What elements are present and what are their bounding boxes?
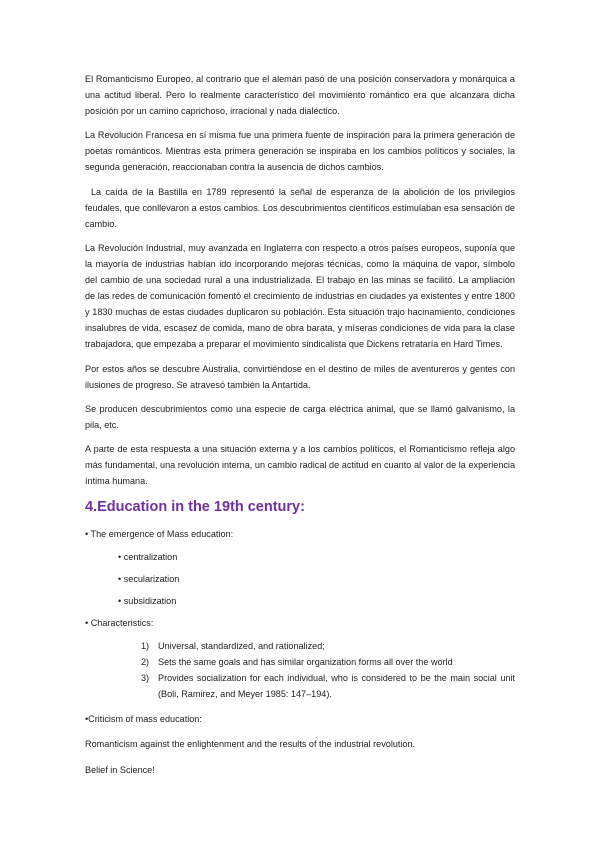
list-number: 2) <box>141 657 150 668</box>
section-heading: 4.Education in the 19th century: <box>85 499 305 516</box>
characteristics-list <box>85 638 515 702</box>
romanticism-line: Romanticism against the enlightenment and the results of the industrial revolution. <box>85 739 416 750</box>
characteristics-label: • Characteristics: <box>85 618 154 629</box>
paragraph-bastilla: La caída de la Bastilla en 1789 representó la señal de esperanza de la abolición de los privilegios feudales, que conllevaron a estos cambios. Los descubrimientos científicos estimulaban esa sensación de cambio. <box>85 186 515 229</box>
list-item: • centralization <box>118 552 178 563</box>
list-text: Sets the same goals and has similar organization forms all over the world <box>158 657 453 668</box>
paragraph-romanticismo: El Romanticismo Europeo, al contrario que el alemán pasó de una posición conservadora y monárquica a una actitud liberal. Pero lo realmente característico del movimiento romántico era que alcanzara dicha posición por un camino caprichoso, irracional y nada dialéctico. <box>85 74 515 117</box>
document-page <box>85 71 515 787</box>
paragraph-revolucion-francesa: La Revolución Francesa en sí misma fue una primera fuente de inspiración para la primera generación de poetas románticos. Mientras esta primera generación se inspiraba en los cambios políticos y sociales, la segunda generación, reaccionaban contra la ausencia de dichos cambios. <box>85 130 515 173</box>
list-item <box>141 638 515 654</box>
list-item <box>141 670 515 702</box>
paragraph-revolucion-industrial: La Revolución Industrial, muy avanzada en Inglaterra con respecto a otros países europeos, suponía que la mayoría de industrias habían ido incorporando mejoras técnicas, como la máquina de vapor, símbolo del cambio de una sociedad rural a una industrializada. El trabajo en las minas se facilitó. La ampliación de las redes de comunicación fomentó el crecimiento de industrias en ciudades ya existentes y entre 1800 y 1830 muchas de estas ciudades duplicaron su población. Esta situación trajo hacinamiento, condiciones insalubres de vida, escasez de comida, mano de obra barata, y míseras condiciones de vida para la clase trabajadora, que empezaba a preparar el movimiento sindicalista que Dickens retrataría en Hard Times. <box>85 242 515 350</box>
list-text: Provides socialization for each individual, who is considered to be the main social unit (Boli, Ramirez, and Meyer 1985: 147–194). <box>158 673 515 700</box>
list-item: • secularization <box>118 574 180 585</box>
list-text: Universal, standardized, and rationalized; <box>158 641 325 652</box>
list-item: • subsidization <box>118 596 177 607</box>
list-number: 3) <box>141 673 150 684</box>
paragraph-australia: Por estos años se descubre Australia, convirtiéndose en el destino de miles de aventureros y gentes con ilusiones de progreso. Se atravesó también la Antartida. <box>85 363 515 390</box>
paragraph-revolucion-interna: A parte de esta respuesta a una situación externa y a los cambios políticos, el Romanticismo refleja algo más fundamental, una revolución interna, un cambio radical de actitud en cuanto al valor de la experiencia íntima humana. <box>85 443 515 487</box>
criticism-label: •Criticism of mass education: <box>85 714 202 725</box>
paragraph-descubrimientos: Se producen descubrimientos como una especie de carga eléctrica animal, que se llamó galvanismo, la pila, etc. <box>85 403 515 430</box>
belief-line: Belief in Science! <box>85 764 155 775</box>
mass-education-list <box>85 549 515 609</box>
list-item <box>141 654 515 670</box>
list-number: 1) <box>141 641 150 652</box>
mass-education-label: • The emergence of Mass education: <box>85 529 234 540</box>
